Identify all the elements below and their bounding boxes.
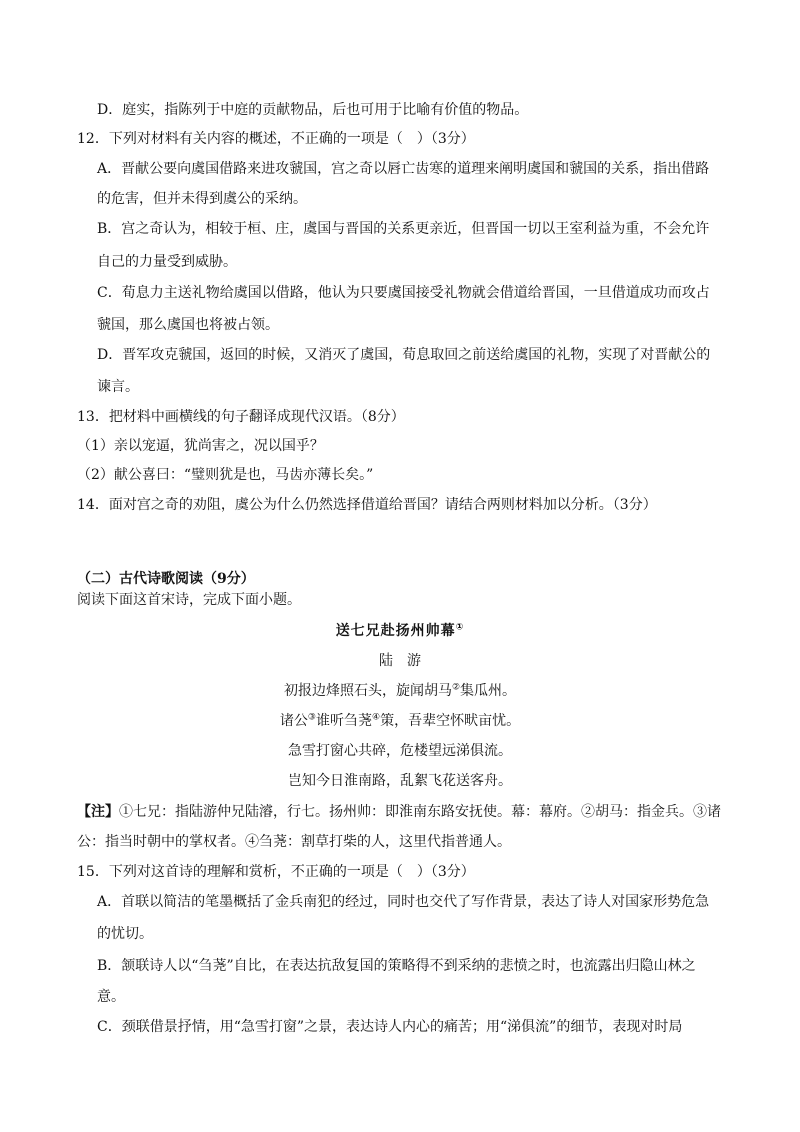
notes-label: 【注】 — [77, 804, 119, 820]
q15-option-a-line2: 的忧切。 — [97, 926, 153, 942]
notes-line-1 — [77, 802, 721, 822]
q15-stem: 15．下列对这首诗的理解和赏析，不正确的一项是（ ）（3分） — [77, 864, 475, 880]
poem-line-2-c: 策，吾辈空怀畎亩忧。 — [380, 713, 521, 729]
q12-option-a-line1: A．晋献公要向虞国借路来进攻虢国，宫之奇以唇亡齿寒的道理来阐明虞国和虢国的关系，指出借路 — [97, 161, 710, 177]
poem-title-note: ① — [455, 622, 465, 633]
q15-option-b-line1: B．颔联诗人以“刍荛”自比，在表达抗敌复国的策略得不到采纳的悲愤之时，也流露出归隐山林之 — [97, 958, 696, 974]
q15-option-b-line2: 意。 — [97, 989, 125, 1005]
poem-line-1-note: ② — [451, 682, 461, 693]
poem-line-1-b: 集瓜州。 — [460, 683, 517, 699]
poem-author: 陆 游 — [379, 653, 421, 669]
poem-title-text: 送七兄赴扬州帅幕 — [335, 623, 456, 639]
poem-line-2 — [0, 711, 800, 731]
q15-option-c-line1: C．颈联借景抒情，用“急雪打窗”之景，表达诗人内心的痛苦；用“涕俱流”的细节，表现对时局 — [97, 1019, 683, 1035]
q12-option-d-line2: 谏言。 — [97, 379, 139, 395]
section-instruction: 阅读下面这首宋诗，完成下面小题。 — [77, 592, 301, 608]
q15-option-a-line1: A．首联以简洁的笔墨概括了金兵南犯的经过，同时也交代了写作背景，表达了诗人对国家形势危急 — [97, 894, 710, 910]
notes-line-2: 公：指当时朝中的掌权者。④刍荛：割草打柴的人，这里代指普通人。 — [77, 834, 511, 850]
q13-stem: 13．把材料中画横线的句子翻译成现代汉语。（8分） — [77, 409, 405, 425]
poem-line-2-a: 诸公 — [279, 713, 308, 729]
q13-sentence-1: （1）亲以宠逼，犹尚害之，况以国乎？ — [77, 438, 324, 454]
q12-option-d-line1: D．晋军攻克虢国，返回的时候，又消灭了虞国，荀息取回之前送给虞国的礼物，实现了对晋献公的 — [97, 347, 711, 363]
q13-sentence-2: （2）献公喜曰：“璧则犹是也，马齿亦薄长矣。” — [77, 467, 374, 483]
poem-line-1-a: 初报边烽照石头，旋闻胡马 — [283, 683, 452, 699]
poem-line-3: 急雪打窗心共碎，危楼望远涕俱流。 — [288, 743, 512, 759]
notes-line-1-text: ①七兄：指陆游仲兄陆濬，行七。扬州帅：即淮南东路安抚使。幕：幕府。②胡马：指金兵。③诸 — [119, 804, 721, 820]
q12-option-a-line2: 的危害，但并未得到虞公的采纳。 — [97, 191, 307, 207]
q12-stem: 12．下列对材料有关内容的概述，不正确的一项是（ ）（3分） — [77, 131, 475, 147]
poem-line-2-b: 谁听刍荛 — [316, 713, 372, 729]
q14-stem: 14．面对宫之奇的劝阻，虞公为什么仍然选择借道给晋国？请结合两则材料加以分析。（3分） — [77, 497, 657, 513]
q12-option-c-line2: 虢国，那么虞国也将被占领。 — [97, 317, 279, 333]
q12-option-c-line1: C．荀息力主送礼物给虞国以借路，他认为只要虞国接受礼物就会借道给晋国，一旦借道成功而攻占 — [97, 285, 710, 301]
poem-line-1 — [0, 681, 800, 701]
q11-option-d: D．庭实，指陈列于中庭的贡献物品，后也可用于比喻有价值的物品。 — [97, 102, 529, 118]
section-heading: （二）古代诗歌阅读（9分） — [77, 571, 255, 587]
q12-option-b-line2: 自己的力量受到威胁。 — [97, 254, 237, 270]
q12-option-b-line1: B．宫之奇认为，相较于桓、庄，虞国与晋国的关系更亲近，但晋国一切以王室利益为重，不会允许 — [97, 221, 710, 237]
poem-title — [0, 621, 800, 641]
poem-line-2-note-1: ③ — [307, 712, 316, 723]
poem-line-2-note-2: ④ — [372, 712, 381, 723]
poem-line-4: 岂知今日淮南路，乱絮飞花送客舟。 — [288, 773, 512, 789]
